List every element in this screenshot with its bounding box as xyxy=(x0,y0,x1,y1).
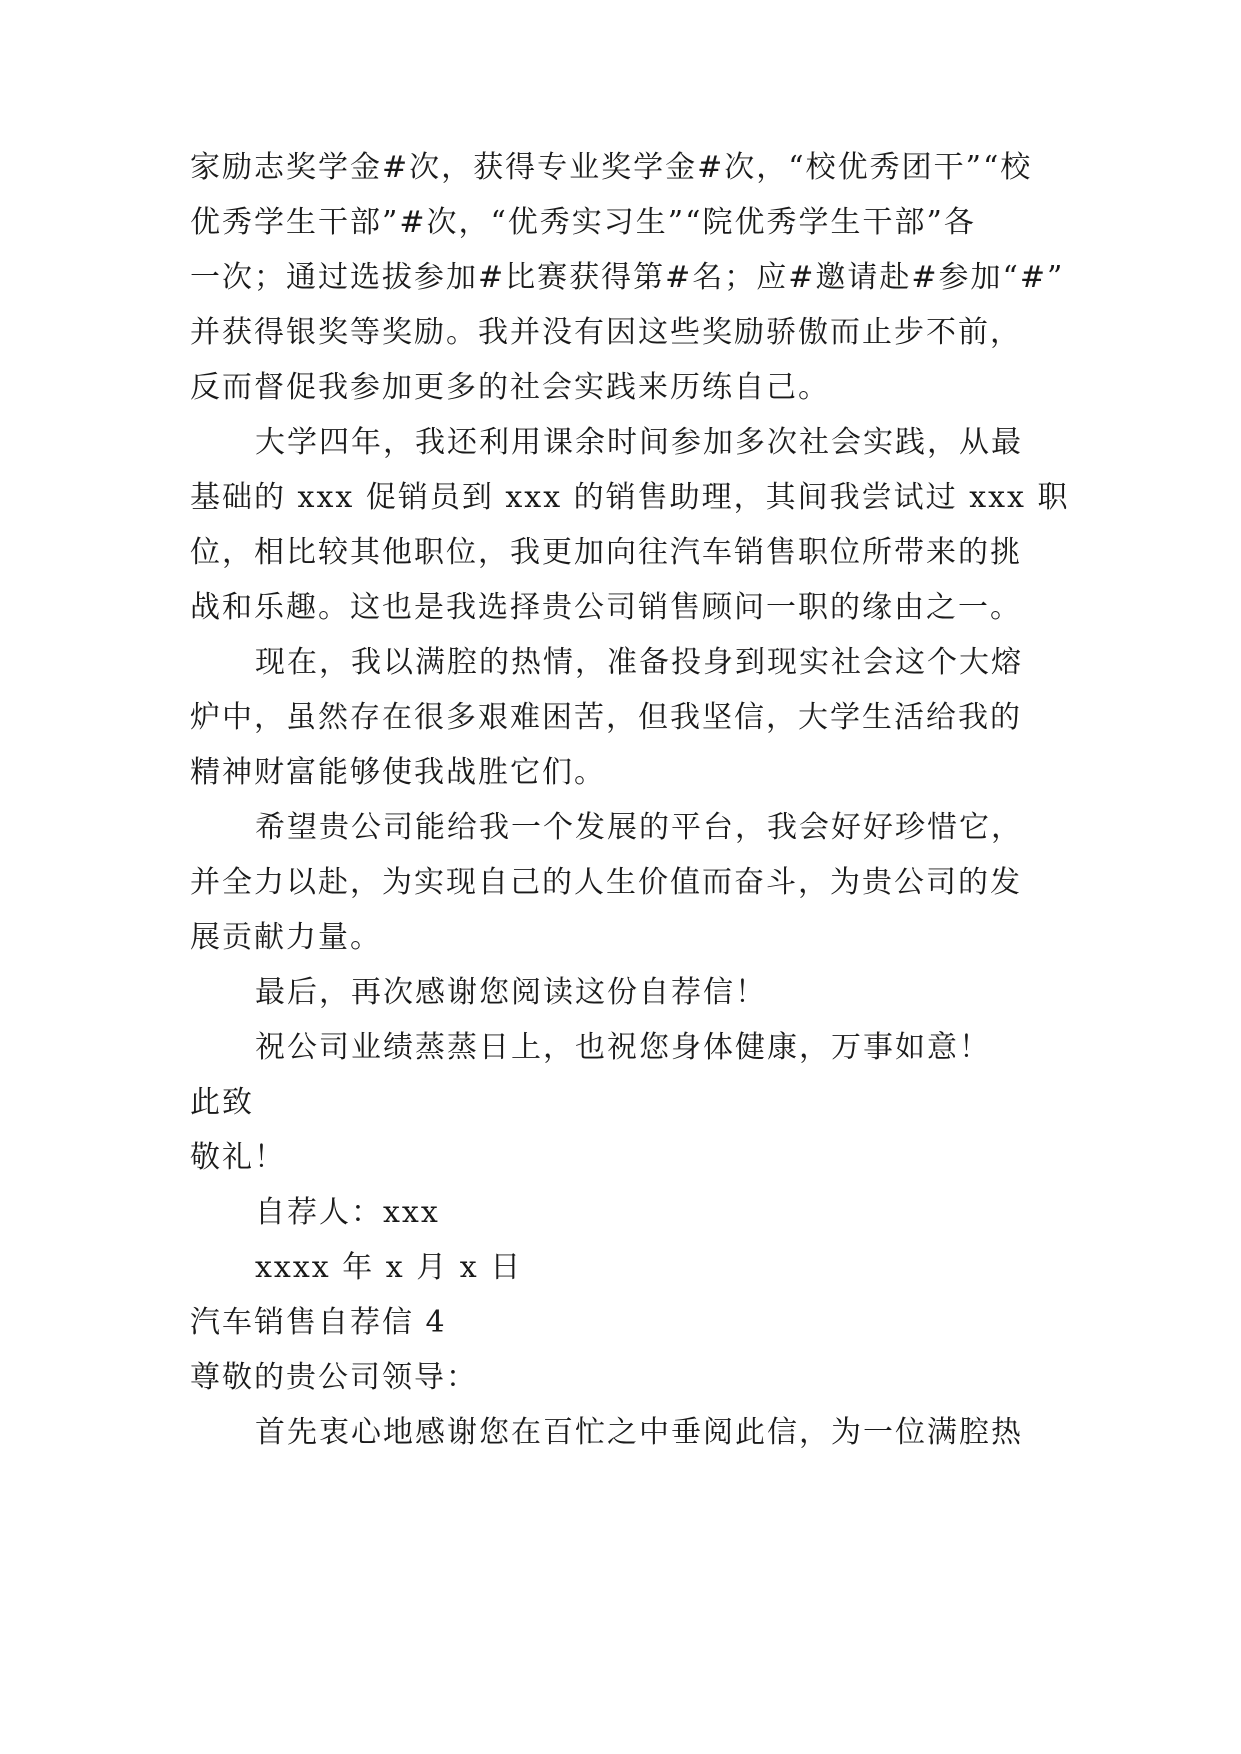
text-line: 精神财富能够使我战胜它们。 xyxy=(190,755,606,790)
closing-salute: 敬礼！ xyxy=(190,1140,286,1175)
text-line: 优秀学生干部”#次，“优秀实习生”“院优秀学生干部”各 xyxy=(190,205,976,240)
paragraph-first-line: 最后，再次感谢您阅读这份自荐信！ xyxy=(255,975,767,1010)
paragraph-first-line: 现在，我以满腔的热情，准备投身到现实社会这个大熔 xyxy=(255,645,1023,680)
text-line: 反而督促我参加更多的社会实践来历练自己。 xyxy=(190,370,830,405)
paragraph-first-line: 大学四年，我还利用课余时间参加多次社会实践，从最 xyxy=(255,425,1023,460)
text-line: 家励志奖学金#次，获得专业奖学金#次，“校优秀团干”“校 xyxy=(190,150,1033,185)
text-line: 位，相比较其他职位，我更加向往汽车销售职位所带来的挑 xyxy=(190,535,1022,570)
text-line: 展贡献力量。 xyxy=(190,920,382,955)
text-line: 战和乐趣。这也是我选择贵公司销售顾问一职的缘由之一。 xyxy=(190,590,1022,625)
paragraph-first-line: 首先衷心地感谢您在百忙之中垂阅此信，为一位满腔热 xyxy=(255,1415,1023,1450)
text-line: 基础的 xxx 促销员到 xxx 的销售助理，其间我尝试过 xxx 职 xyxy=(190,480,1070,515)
text-line: 一次；通过选拔参加#比赛获得第#名；应#邀请赴#参加“#” xyxy=(190,260,1065,295)
paragraph-first-line: 祝公司业绩蒸蒸日上，也祝您身体健康，万事如意！ xyxy=(255,1030,991,1065)
section-title: 汽车销售自荐信 4 xyxy=(190,1305,447,1340)
text-line: 并全力以赴，为实现自己的人生价值而奋斗，为贵公司的发 xyxy=(190,865,1022,900)
text-line: 炉中，虽然存在很多艰难困苦，但我坚信，大学生活给我的 xyxy=(190,700,1022,735)
paragraph-first-line: 希望贵公司能给我一个发展的平台，我会好好珍惜它， xyxy=(255,810,1023,845)
salutation: 尊敬的贵公司领导： xyxy=(190,1360,478,1395)
closing-line: 此致 xyxy=(190,1085,254,1120)
signature-date: xxxx 年 x 月 x 日 xyxy=(255,1250,523,1285)
text-line: 并获得银奖等奖励。我并没有因这些奖励骄傲而止步不前， xyxy=(190,315,1022,350)
signature-name: 自荐人：xxx xyxy=(255,1195,440,1230)
